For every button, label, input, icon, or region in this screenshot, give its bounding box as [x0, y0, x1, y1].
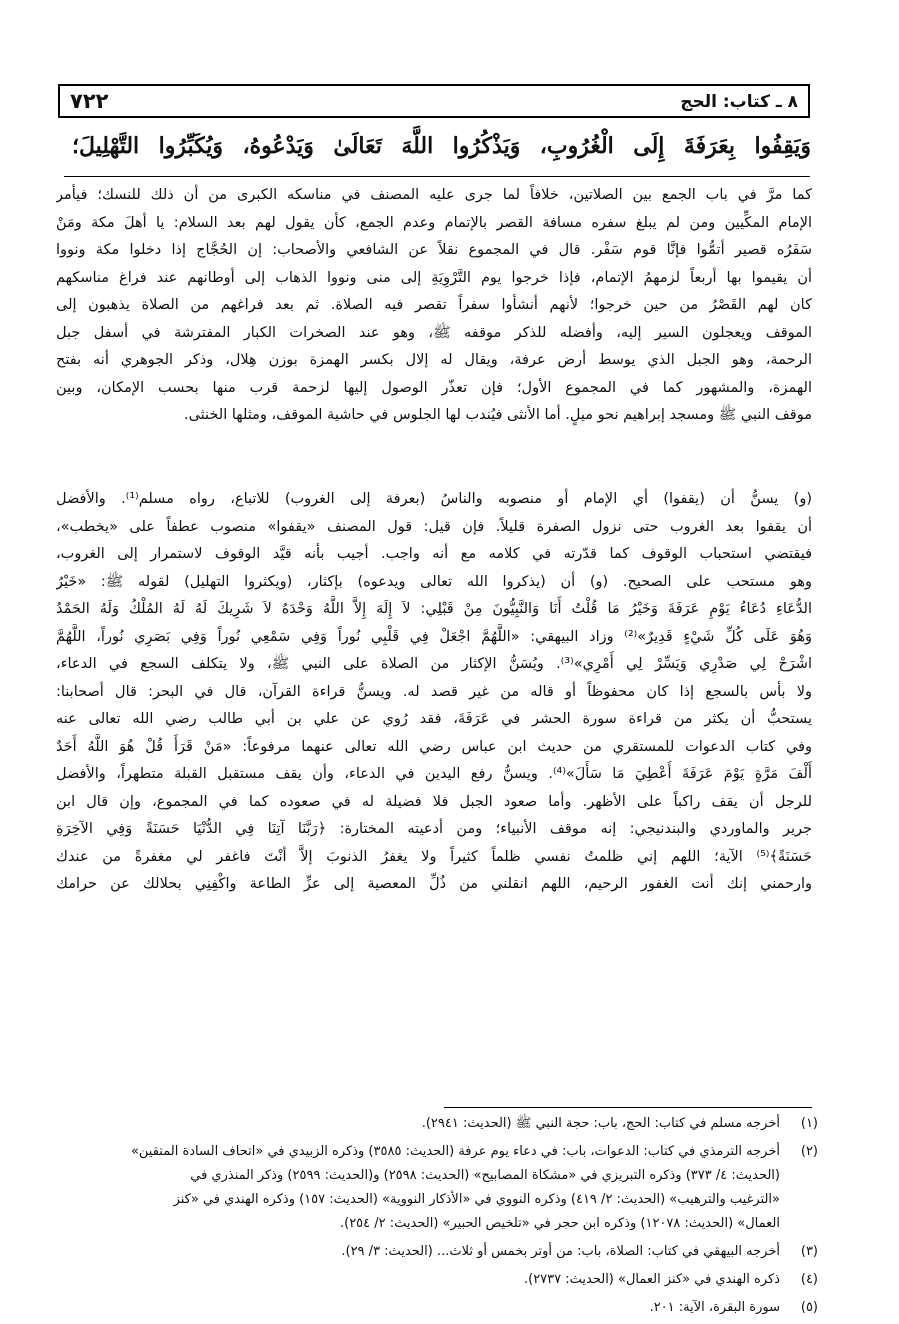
text-line: الإمام المكِّيين ومن لم يبلغ سفره مسافة القصر بالإتمام وعدم الجمع، كأن يقول لهم بعد السلام: يا أهلَ مكة ومَنْ: [56, 214, 812, 231]
matn-text: وَيَقِفُوا بِعَرَفَةَ إِلَى الْغُرُوبِ، وَيَذْكُرُوا اللَّهَ تَعَالَىٰ وَيَدْعُوهُ، وَيُكَبِّرُوا التَّهْلِيلَ؛: [72, 133, 811, 159]
footnote-text: (الحديث: ٤/ ٣٧٣) وذكره التبريزي في «مشكاة المصابيح» (الحديث: ٢٥٩٨) و(الحديث: ٢٥٩٩) وذكر المنذري في: [190, 1168, 780, 1183]
footnote-number: (٢): [800, 1144, 818, 1159]
footnote-item: [60, 1140, 818, 1236]
text-line: للرجل أن يقف راكباً على الأظهر. وأما صعود الجبل فلا فضيلة له في صعوده كما في المجموع، وإن قال ابن: [56, 793, 812, 810]
footnote-item: [60, 1296, 818, 1320]
footnote-item: [60, 1240, 818, 1264]
footnote-number: (٤): [800, 1272, 818, 1287]
text-line: جرير والماوردي والبندنيجي: إنه موقف الأنبياء؛ ومن أدعيته المختارة: ﴿رَبَّنَا آتِنَا فِي الدُّنْيَا حَسَنَةً وَفِي الآخِرَةِ: [56, 821, 812, 837]
footnote-item: [60, 1112, 818, 1136]
text-line: كان لهم القَصْرُ من حين خرجوا؛ لأنهم أنشأوا سفراً تقصر فيه الصلاة. ثم بعد فراغهم من الصلاة يذهبون إلى: [56, 297, 812, 313]
text-line: أن يقفوا بعد الغروب حتى نزول الصفرة قليلاً. فإن قيل: قول المصنف «يقفوا» منصوب عطفاً على «يخطب»،: [56, 518, 812, 535]
text-line: كما مرَّ في باب الجمع بين الصلاتين، خلافاً لما جرى عليه المصنف في مناسكه الكبرى من أن ذلك للنسك؛ فيأمر: [56, 187, 812, 203]
text-line: فيقتضي استحباب الوقوف كما قدّرته في كلامه مع أنه واجب. أجيب بأنه قيَّد الوقوف لاستمرار إلى الغروب،: [56, 546, 812, 562]
footnote-text: العمال» (الحديث: ١٢٠٧٨) وذكره ابن حجر في «تلخيص الحبير» (الحديث: ٢/ ٢٥٤).: [339, 1216, 780, 1231]
footnote-text: ذكره الهندي في «كنز العمال» (الحديث: ٢٧٣٧).: [523, 1272, 780, 1287]
text-line: الموقف ويعجلون السير إليه، وأفضله للذكر موقفه ﷺ، وهو عند الصخرات الكبار المفترشة في أسفل جبل: [56, 324, 812, 341]
text-line: موقف النبي ﷺ ومسجد إبراهيم نحو ميلٍ. أما الأنثى فيُندب لها الجلوس في حاشية الموقف، ومثلها الخنثى.: [183, 407, 812, 423]
footnote-text: «الترغيب والترهيب» (الحديث: ٢/ ٤١٩) وذكره النووي في «الأذكار النووية» (الحديث: ١٥٧) وذكره الهندي في «كنز: [173, 1192, 780, 1207]
text-line: سَفَرُه قصير أتمُّوا فإنَّا قوم سَفْر. قال في المجموع نقلاً عن الشافعي والأصحاب: إن الحُجَّاج إذا دخلوا مكة ونووا: [56, 242, 812, 258]
commentary-paragraph-2: [56, 486, 812, 899]
text-line: الرحمة، وهو الجبل الذي يوسط أرض عرفة، ويقال له إلال بكسر الهمزة بوزن هِلال، وذكر الجوهري أنه بفتح: [56, 352, 812, 368]
text-line: الهمزة، والمشهور كما في المجموع الأول؛ فإن تعذّر الوصول إليها لزحمة قرب منها بحسب الإمكان، وبين: [56, 379, 812, 396]
footnotes: [60, 1112, 818, 1324]
text-line: وهو مستحب على الصحيح. (و) أن (يذكروا الله تعالى ويدعوه) بإكثار، (ويكثروا التهليل) لقوله ﷺ: «خَيْرُ: [56, 573, 812, 590]
text-line: وفي كتاب الدعوات للمستقري من حديث ابن عباس رضي الله تعالى عنهما مرفوعاً: «مَنْ قَرَأَ قُلْ هُوَ اللَّهُ أَحَدٌ: [56, 738, 812, 755]
footnote-divider: [444, 1107, 812, 1108]
text-line: ولا بأس بالسجع إذا كان محفوظاً أو قاله من غير قصد له. ويسنُّ قراءة القرآن، قال في البحر: قال أصحابنا:: [56, 683, 812, 700]
text-line: أن يقيموا بها أربعاً لزمهمُ الإتمام، فإذا خرجوا يوم التَّرْوِيَةِ إلى منى ونووا الذهاب إلى أوطانهم عند فراغ مناسكهم: [56, 269, 812, 286]
text-line: وَهُوَ عَلَى كُلِّ شَيْءٍ قَدِيرٌ»⁽²⁾ وزاد البيهقي: «اللَّهُمَّ اجْعَلْ فِي قَلْبِي نُوراً وَفِي سَمْعِي نُوراً وَفِي بَصَرِي نُوراً، اللَّهُمَّ: [56, 628, 812, 645]
text-line: اشْرَحْ لِي صَدْرِي وَيَسِّرْ لِي أَمْرِي»⁽³⁾. ويُسَنُّ الإكثار من الصلاة على النبي ﷺ، ولا يتكلف السجع في الدعاء،: [56, 656, 812, 672]
matn-divider: [64, 176, 810, 177]
page-header: [58, 84, 810, 118]
text-line: وارحمني إنك أنت الغفور الرحيم، اللهم انقلني من ذُلِّ المعصية إلى عزِّ الطاعة واكْفِنِي بحلالك عن حرامك: [56, 876, 812, 892]
text-line: يستحبُّ أن يكثر من قراءة سورة الحشر في عَرَفَةَ، فقد رُوي عن علي بن أبي طالب رضي الله تعالى عنه: [56, 711, 812, 727]
footnote-number: (٥): [800, 1300, 818, 1315]
footnote-text: أخرجه البيهقي في كتاب: الصلاة، باب: من أوتر بخمس أو ثلاث... (الحديث: ٣/ ٢٩).: [341, 1244, 780, 1259]
text-line: حَسَنَةً﴾⁽⁵⁾ الآية؛ اللهم إني ظلمتُ نفسي ظلماً كثيراً ولا يغفرُ الذنوبَ إلاَّ أنْتَ فاغفر لي مغفرةً من عندك: [56, 848, 812, 865]
footnote-item: [60, 1268, 818, 1292]
footnote-text: سورة البقرة، الآية: ٢٠١.: [649, 1300, 780, 1315]
text-line: أَلْفَ مَرَّةٍ يَوْمَ عَرَفَةَ أُعْطِيَ مَا سَأَلَ»⁽⁴⁾. ويسنُّ رفع اليدين في الدعاء، وأن يقف مستقبل القبلة متطهراً، والأفضل: [56, 766, 812, 782]
page-number: ٧٢٢: [70, 89, 109, 113]
commentary-paragraph-1: [56, 182, 812, 430]
text-line: (و) يسنُّ أن (يقفوا) أي الإمام أو منصوبه والناسُ (بعرفة إلى الغروب) للاتباع، رواه مسلم⁽¹⁾. والأفضل: [56, 491, 812, 507]
footnote-number: (١): [800, 1116, 818, 1131]
text-line: الدُّعَاءِ دُعَاءُ يَوْمِ عَرَفَةَ وَخَيْرُ مَا قُلْتُ أَنَا وَالنَّبِيُّونَ مِنْ قَبْلِي: لاَ إِلَهَ إِلاَّ اللَّهُ وَحْدَهُ لاَ شَرِيكَ لَهُ لَهُ المُلْكُ وَلَهُ الحَمْدُ: [56, 601, 812, 617]
footnote-text: أخرجه الترمذي في كتاب: الدعوات، باب: في دعاء يوم عرفة (الحديث: ٣٥٨٥) وذكره الزبيدي في «اتحاف السادة المتقين»: [130, 1144, 780, 1159]
footnote-number: (٣): [800, 1244, 818, 1259]
footnote-text: أخرجه مسلم في كتاب: الحج، باب: حجة النبي ﷺ (الحديث: ٢٩٤١).: [421, 1116, 780, 1131]
book-title: ٨ ـ كتاب: الحج: [680, 92, 798, 112]
